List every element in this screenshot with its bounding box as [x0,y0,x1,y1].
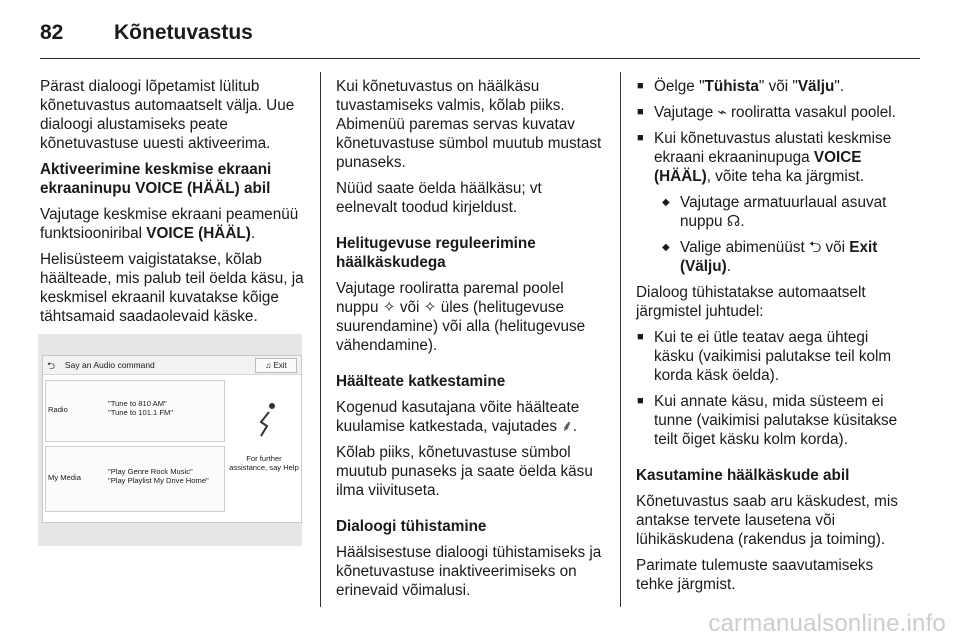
paragraph: Pärast dialoogi lõpetamist lülitub kõnetuvastus automaatselt välja. Uue dialoogi alustamiseks peate kõnetuvastuse uuesti aktiveerima. [40,78,295,152]
paragraph: Häälsisestuse dialoogi tühistamiseks ja kõnetuvastuse inaktiveerimiseks on erinevaid võimalusi. [336,544,602,599]
bullet-item: ■ Öelge "Tühista" või "Välju". [636,77,904,96]
column-2 [336,77,602,607]
paragraph: Nüüd saate öelda häälkäsu; vt eelnevalt toodud kirjeldust. [336,180,542,216]
column-3 [636,77,904,601]
panel-commands: "Tune to 810 AM" "Tune to 101.1 FM" [108,399,174,417]
bullet-item: ■ Kui kõnetuvastus alustati keskmise ekraani ekraaninupuga VOICE (HÄÄL), võite teha ka järgmist. [636,129,904,186]
paragraph: Kõlab piiks, kõnetuvastuse sümbol muutub punaseks ja saate öelda käsu ilma viivituseta. [336,444,593,499]
column-1 [40,77,304,333]
back-arrow-icon[interactable]: ⮌ [47,361,56,372]
paragraph: Kõnetuvastus saab aru käskudest, mis antakse tervete lausetena või lühikäskudena (rakendus ja toiming). [636,493,898,548]
column-divider [320,72,321,607]
bullet-item: ■ Kui annate käsu, mida süsteem ei tunne (vaikimisi palutakse küsitakse teilt õiget käsku kolm korda). [636,392,904,449]
paragraph: Vajutage keskmise ekraani peamenüü funktsiooniribal VOICE (HÄÄL). [40,206,299,242]
paragraph: Kui kõnetuvastus on häälkäsu tuvastamiseks valmis, kõlab piiks. Abimenüü paremas servas kuvatav kõnetuvastuse sümbol muutub mustast punaseks. [336,78,602,171]
panel-label: Radio [48,405,68,414]
voice-screen-figure [38,334,302,546]
help-hint: For further assistance, say Help [229,454,299,472]
section-heading: Kasutamine häälkäskude abil [636,467,850,484]
exit-button[interactable]: ♫ Exit [255,358,297,373]
sub-bullet-item: ◆ Valige abimenüüst ⮌ või Exit (Välju). [636,238,904,276]
paragraph: Helisüsteem vaigistatakse, kõlab häälteade, mis palub teil öelda käsu, ja keskmisel ekraanil kuvatakse kõige tähtsamaid saadaolevaid käske. [40,251,304,325]
paragraph: Parimate tulemuste saavutamiseks tehke järgmist. [636,557,874,593]
sub-bullet-item: ◆ Vajutage armatuurlaual asuvat nuppu ☊. [636,193,904,231]
section-heading: Aktiveerimine keskmise ekraani ekraaninupu VOICE (HÄÄL) abil [40,161,272,197]
screen-topbar [43,356,301,375]
paragraph: Dialoog tühistatakse automaatselt järgmistel juhtudel: [636,284,866,320]
section-heading: Helitugevuse reguleerimine häälkäskudega [336,235,536,271]
section-heading: Häälteate katkestamine [336,373,506,390]
column-divider [620,72,621,607]
section-heading: Dialoogi tühistamine [336,518,487,535]
panel-label: My Media [48,473,81,482]
voice-recognition-icon [253,400,279,447]
page-title: Kõnetuvastus [114,21,253,44]
media-panel [45,446,225,512]
paragraph: Vajutage rooliratta paremal poolel nuppu ✧ või ✧ üles (helitugevuse suurendamine) või alla (helitugevuse vähendamine). [336,280,586,354]
radio-panel [45,380,225,442]
watermark: carmanualsonline.info [708,610,946,637]
bullet-item: ■ Kui te ei ütle teatav aega ühtegi käsku (vaikimisi palutakse teil kolm korda käsk öelda). [636,328,904,385]
page-number: 82 [40,21,64,44]
panel-commands: "Play Genre Rock Music" "Play Playlist My Drive Home" [108,467,209,485]
header-rule [40,58,920,59]
bullet-item: ■ Vajutage ⌁ rooliratta vasakul poolel. [636,103,904,122]
voice-screen [42,355,302,523]
screen-prompt: Say an Audio command [65,360,155,370]
page-header [40,18,253,48]
paragraph: Kogenud kasutajana võite häälteate kuulamise katkestada, vajutades ⸙. [336,399,580,435]
